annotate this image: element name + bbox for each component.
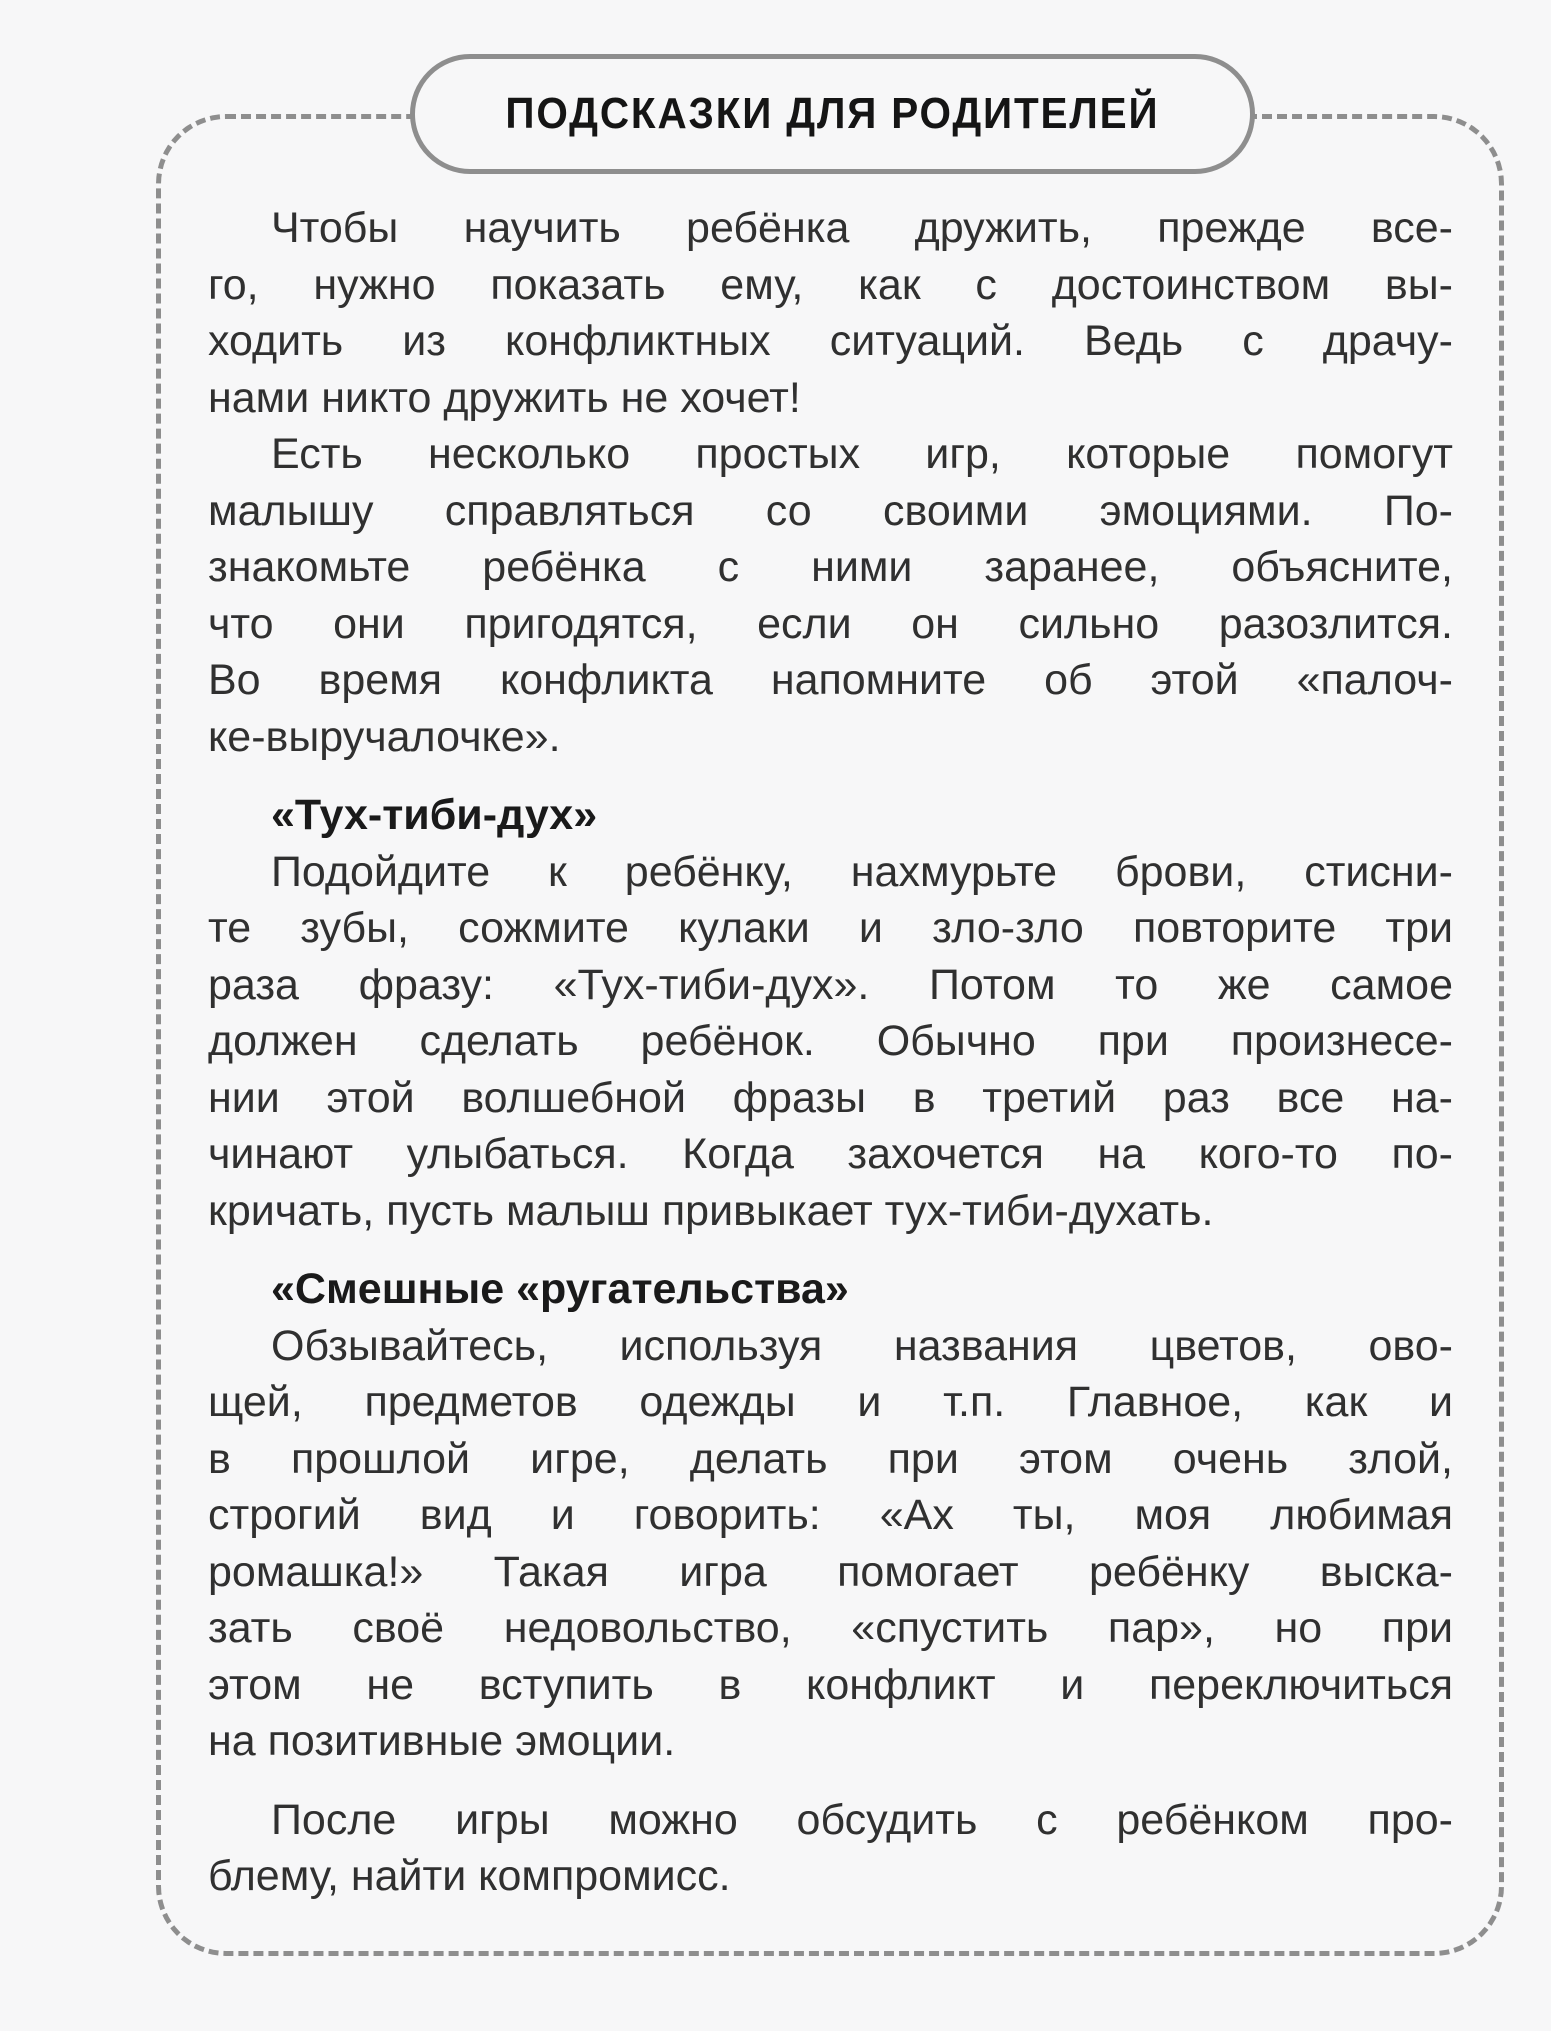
text-line: те зубы, сожмите кулаки и зло-зло повторите три (208, 904, 1453, 952)
text-line: что они пригодятся, если он сильно разозлится. (208, 599, 1453, 648)
text-line: ке-выручалочке». (208, 712, 561, 761)
tips-content (208, 200, 1453, 1905)
text-line: чинают улыбаться. Когда захочется на кого-то по- (208, 1130, 1453, 1178)
closing-paragraph (208, 1792, 1453, 1905)
text-line: малышу справляться со своими эмоциями. По- (208, 486, 1453, 535)
text-line: строгий вид и говорить: «Ах ты, моя любимая (208, 1491, 1453, 1539)
text-line: Чтобы научить ребёнка дружить, прежде все- (271, 204, 1453, 252)
text-line: раза фразу: «Тух-тиби-дух». Потом то же самое (208, 960, 1453, 1009)
text-line: кричать, пусть малыш привыкает тух-тиби-духать. (208, 1186, 1214, 1235)
game-section-funny-swearing (208, 1261, 1453, 1770)
game-title: «Смешные «ругательства» (271, 1265, 849, 1313)
text-line: Обзывайтесь, используя названия цветов, ово- (271, 1321, 1453, 1370)
text-line: ходить из конфликтных ситуаций. Ведь с драчу- (208, 317, 1453, 365)
text-line: щей, предметов одежды и т.п. Главное, как и (208, 1378, 1453, 1426)
text-line: Во время конфликта напомните об этой «палоч- (208, 656, 1453, 704)
title-badge (410, 54, 1255, 174)
text-line: блему, найти компромисс. (208, 1852, 731, 1900)
text-line: знакомьте ребёнка с ними заранее, объясните, (208, 543, 1453, 591)
text-line: должен сделать ребёнок. Обычно при произнесе- (208, 1017, 1453, 1065)
intro-paragraph-1 (208, 200, 1453, 426)
text-line: Подойдите к ребёнку, нахмурьте брови, стисни- (271, 847, 1453, 896)
page-title: ПОДСКАЗКИ ДЛЯ РОДИТЕЛЕЙ (505, 89, 1160, 138)
text-line: го, нужно показать ему, как с достоинством вы- (208, 260, 1453, 309)
text-line: После игры можно обсудить с ребёнком про- (271, 1795, 1453, 1844)
text-line: зать своё недовольство, «спустить пар», но при (208, 1604, 1453, 1652)
text-line: нии этой волшебной фразы в третий раз все на- (208, 1073, 1453, 1122)
text-line: ромашка!» Такая игра помогает ребёнку выска- (208, 1547, 1453, 1596)
text-line: этом не вступить в конфликт и переключиться (208, 1660, 1453, 1709)
intro-paragraph-2 (208, 426, 1453, 765)
game-title: «Тух-тиби-дух» (271, 791, 598, 839)
text-line: нами никто дружить не хочет! (208, 373, 801, 422)
text-line: Есть несколько простых игр, которые помогут (271, 430, 1453, 478)
text-line: в прошлой игре, делать при этом очень злой, (208, 1434, 1453, 1483)
text-line: на позитивные эмоции. (208, 1717, 676, 1765)
game-section-tukh-tibi-dukh (208, 787, 1453, 1239)
